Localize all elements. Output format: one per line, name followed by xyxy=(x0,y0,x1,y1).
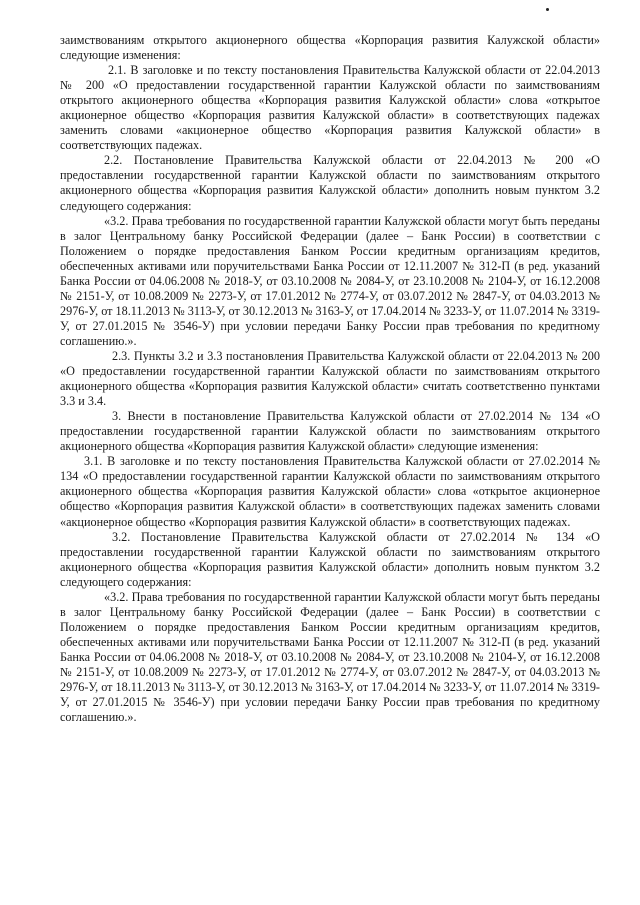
paragraph-2-1: 2.1. В заголовке и по тексту постановления Правительства Калужской области от 22.04.2013 № 200 «О предоставлении государственной гарантии Калужской области по заимствованиям открытого акционерного общества «Корпорация развития Калужской области» слова «открытое акционерное общество «Корпорация развития Калужской области» в соответствующих падежах заменить словами «акционерное общество «Корпорация развития Калужской области» в соответствующих падежах. xyxy=(60,63,600,153)
paragraph-3-2: 3.2. Постановление Правительства Калужской области от 27.02.2014 № 134 «О предоставлении государственной гарантии Калужской области по заимствованиям открытого акционерного общества «Корпорация развития Калужской области» дополнить новым пунктом 3.2 следующего содержания: xyxy=(60,529,600,589)
document-page xyxy=(60,33,600,725)
paragraph-continuation: заимствованиям открытого акционерного общества «Корпорация развития Калужской области» следующие изменения: xyxy=(60,33,600,63)
paragraph-2-3: 2.3. Пункты 3.2 и 3.3 постановления Правительства Калужской области от 22.04.2013 № 200 «О предоставлении государственной гарантии Калужской области по заимствованиям открытого акционерного общества «Корпорация развития Калужской области» считать соответственно пунктами 3.3 и 3.4. xyxy=(60,348,600,409)
paragraph-2-2: 2.2. Постановление Правительства Калужской области от 22.04.2013 № 200 «О предоставлении государственной гарантии Калужской области по заимствованиям открытого акционерного общества «Корпорация развития Калужской области» дополнить новым пунктом 3.2 следующего содержания: xyxy=(60,153,600,213)
scan-speck xyxy=(546,8,549,11)
paragraph-quote-3-2-second: «3.2. Права требования по государственной гарантии Калужской области могут быть переданы в залог Центральному банку Российской Федерации (далее – Банк России) в соответствии с Положением о порядке предоставления Банком России кредитным организациям кредитов, обеспеченных активами или поручительствами Банка России от 12.11.2007 № 312-П (в ред. указаний Банка России от 04.06.2008 № 2018-У, от 03.10.2008 № 2084-У, от 23.10.2008 № 2104-У, от 16.12.2008 № 2151-У, от 10.08.2009 № 2273-У, от 17.01.2012 № 2774-У, от 03.07.2012 № 2847-У, от 04.03.2013 № 2976-У, от 18.11.2013 № 3113-У, от 30.12.2013 № 3163-У, от 17.04.2014 № 3233-У, от 11.07.2014 № 3319-У, от 27.01.2015 № 3546-У) при условии передачи Банку России прав требования по кредитному соглашению.». xyxy=(60,589,600,725)
paragraph-3-1: 3.1. В заголовке и по тексту постановления Правительства Калужской области от 27.02.2014 № 134 «О предоставлении государственной гарантии Калужской области по заимствованиям открытого акционерного общества «Корпорация развития Калужской области» слова «открытое акционерное общество «Корпорация развития Калужской области» в соответствующих падежах заменить словами «акционерное общество «Корпорация развития Калужской области» в соответствующих падежах. xyxy=(60,454,600,529)
paragraph-3: 3. Внести в постановление Правительства Калужской области от 27.02.2014 № 134 «О предоставлении государственной гарантии Калужской области по заимствованиям открытого акционерного общества «Корпорация развития Калужской области» следующие изменения: xyxy=(60,409,600,454)
paragraph-quote-3-2-first: «3.2. Права требования по государственной гарантии Калужской области могут быть переданы в залог Центральному банку Российской Федерации (далее – Банк России) в соответствии с Положением о порядке предоставления Банком России кредитным организациям кредитов, обеспеченных активами или поручительствами Банка России от 12.11.2007 № 312-П (в ред. указаний Банка России от 04.06.2008 № 2018-У, от 03.10.2008 № 2084-У, от 23.10.2008 № 2104-У, от 16.12.2008 № 2151-У, от 10.08.2009 № 2273-У, от 17.01.2012 № 2774-У, от 03.07.2012 № 2847-У, от 04.03.2013 № 2976-У, от 18.11.2013 № 3113-У, от 30.12.2013 № 3163-У, от 17.04.2014 № 3233-У, от 11.07.2014 № 3319-У, от 27.01.2015 № 3546-У) при условии передачи Банку России прав требования по кредитному соглашению.». xyxy=(60,213,600,348)
